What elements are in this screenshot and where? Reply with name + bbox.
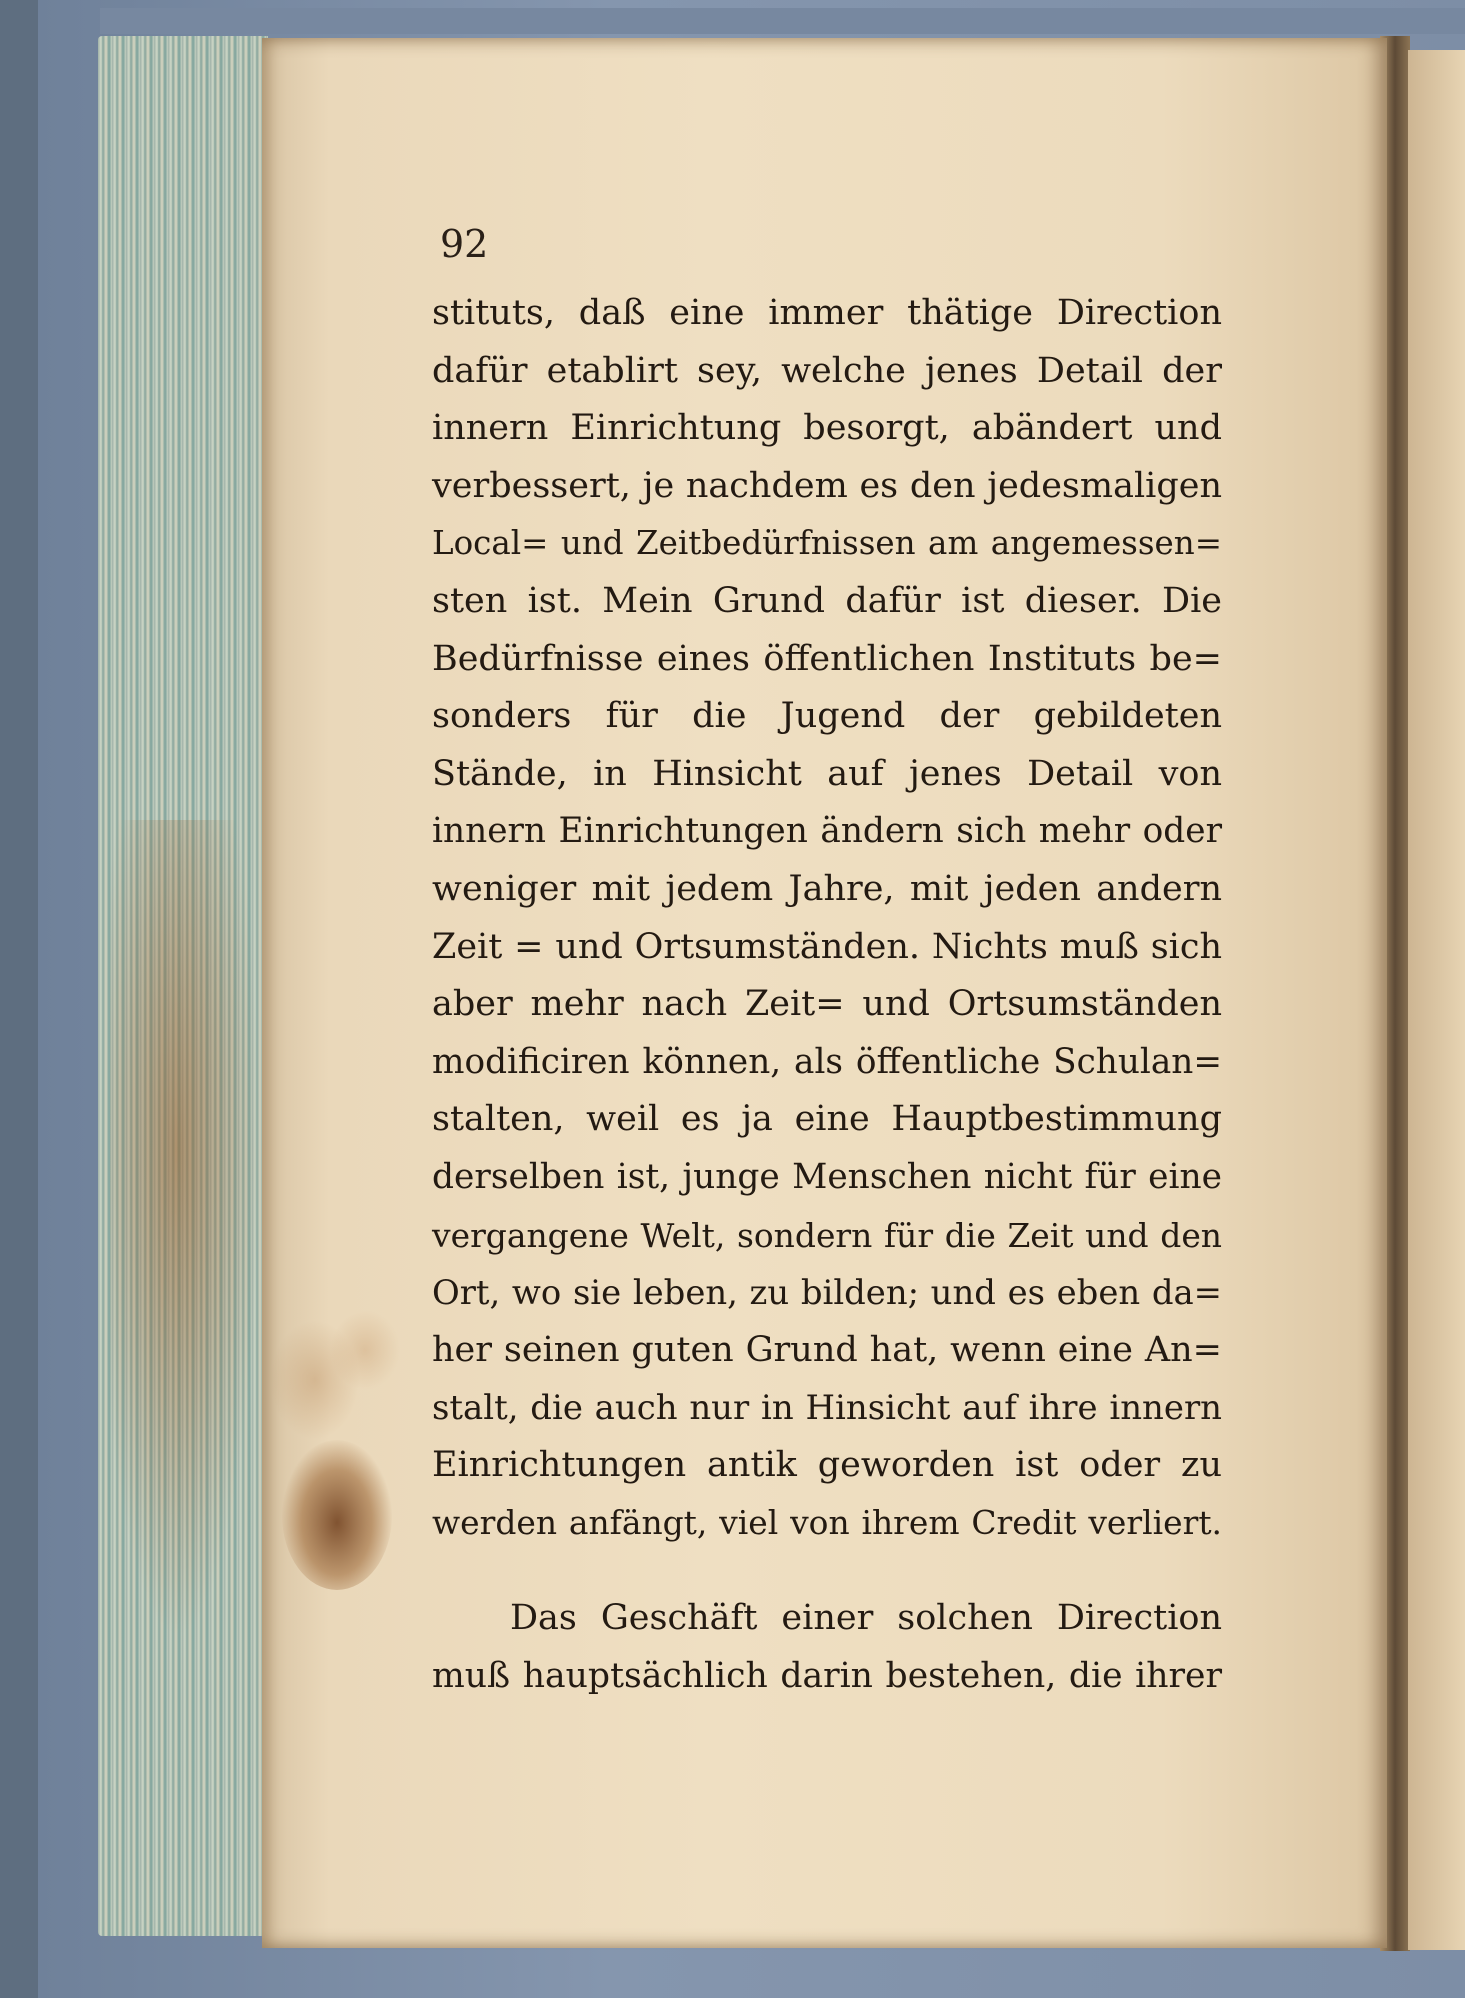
- text-line: her seinen guten Grund hat, wenn eine An=: [432, 1329, 1222, 1370]
- text-line: Einrichtungen antik geworden ist oder zu: [432, 1444, 1222, 1485]
- text-line: sonders für die Jugend der gebildeten: [432, 696, 1222, 737]
- text-line: muß hauptsächlich darin bestehen, die ihrer: [432, 1655, 1222, 1696]
- page-edge-stain: [110, 820, 260, 1640]
- text-line: modificiren können, als öffentliche Schulan=: [432, 1041, 1222, 1082]
- text-line: innern Einrichtung besorgt, abändert und: [432, 408, 1222, 449]
- text-line: stalten, weil es ja eine Hauptbestimmung: [432, 1099, 1222, 1140]
- book-cover-top-edge: [100, 8, 1465, 34]
- facing-page: [1408, 50, 1465, 1950]
- text-line: dafür etablirt sey, welche jenes Detail der: [432, 350, 1222, 391]
- text-line: aber mehr nach Zeit= und Ortsumständen: [432, 984, 1222, 1025]
- text-line: Bedürfnisse eines öffentlichen Instituts be=: [432, 638, 1222, 679]
- text-line: sten ist. Mein Grund dafür ist dieser. Die: [432, 580, 1222, 621]
- text-line: Zeit = und Ortsumständen. Nichts muß sich: [432, 926, 1222, 967]
- text-line: verbessert, je nachdem es den jedesmaligen: [432, 465, 1222, 506]
- text-line: werden anfängt, viel von ihrem Credit verliert.: [432, 1503, 1222, 1543]
- page-stain: [282, 1440, 392, 1590]
- paragraph-2: [432, 1590, 1222, 1705]
- text-line: weniger mit jedem Jahre, mit jeden andern: [432, 868, 1222, 909]
- text-line: Das Geschäft einer solchen Direction: [510, 1598, 1222, 1638]
- text-line: stalt, die auch nur in Hinsicht auf ihre innern: [432, 1388, 1222, 1428]
- text-line: vergangene Welt, sondern für die Zeit und den: [432, 1215, 1222, 1255]
- text-line: derselben ist, junge Menschen nicht für eine: [432, 1156, 1222, 1197]
- text-line: stituts, daß eine immer thätige Direction: [432, 293, 1222, 333]
- page-number: 92: [440, 222, 489, 266]
- text-line: Stände, in Hinsicht auf jenes Detail von: [432, 753, 1222, 794]
- text-line: Local= und Zeitbedürfnissen am angemessen=: [432, 524, 1222, 563]
- paragraph-1: [432, 285, 1222, 1552]
- page-stain: [330, 1310, 400, 1390]
- text-line: Ort, wo sie leben, zu bilden; und es eben da=: [432, 1273, 1222, 1313]
- text-line: innern Einrichtungen ändern sich mehr oder: [432, 811, 1222, 852]
